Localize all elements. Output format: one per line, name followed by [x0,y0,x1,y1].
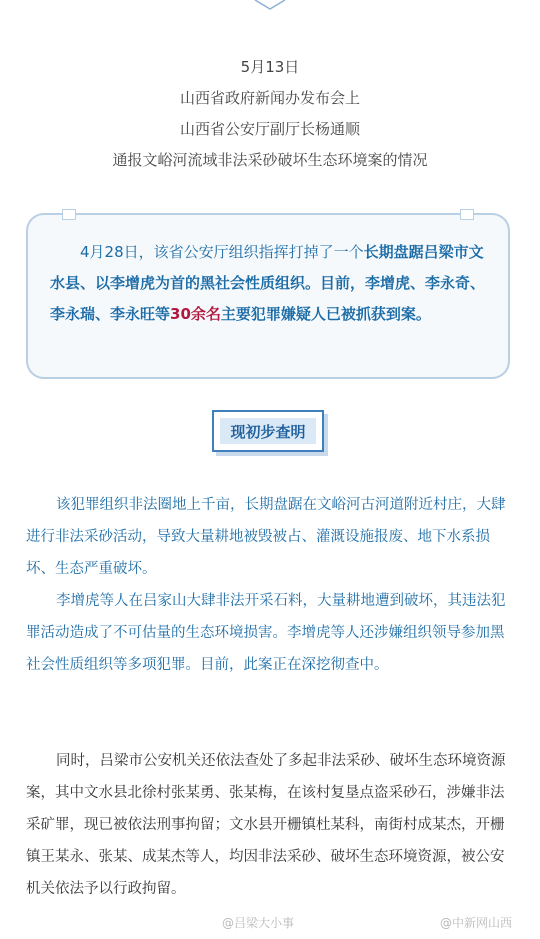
callout-text [50,237,490,330]
watermark-left: @吕梁大小事 [222,916,295,930]
callout-tab-left [62,209,76,220]
header-date: 5月13日 [240,58,300,76]
chevron-down-icon [254,0,286,10]
callout-part-2: 长期盘踞吕梁市文水县、以李增虎为首的黑社会性质组织。目前，李增虎、李永奇、李永瑞、李永旺等 [50,243,486,323]
paragraph-2: 李增虎等人在吕家山大肆非法开采石料，大量耕地遭到破坏，其违法犯罪活动造成了不可估量的生态环境损害。李增虎等人还涉嫌组织领导参加黑社会性质组织等多项犯罪。目前，此案正在深挖彻查中。 [26,593,506,673]
header-line-1: 山西省政府新闻办发布会上 [179,89,360,107]
callout-tab-right [460,209,474,220]
header-block [0,52,540,176]
watermark-right: @中新网山西 [440,916,513,930]
header-line-2: 山西省公安厅副厅长杨通顺 [179,120,360,138]
header-line-3: 通报文峪河流域非法采砂破坏生态环境案的情况 [112,151,428,169]
summary-callout [26,213,510,379]
callout-highlight: 30余名 [170,305,221,323]
section-badge [212,410,324,452]
paragraph-1: 该犯罪组织非法圈地上千亩，长期盘踞在文峪河古河道附近村庄，大肆进行非法采砂活动，导致大量耕地被毁被占、灌溉设施报废、地下水系损坏、生态严重破坏。 [26,497,506,577]
paragraph-3: 同时，吕梁市公安机关还依法查处了多起非法采砂、破坏生态环境资源案，其中文水县北徐村张某勇、张某梅，在该村复垦点盗采砂石，涉嫌非法采矿罪，现已被依法刑事拘留；文水县开栅镇杜某科，南街村成某杰，开栅镇王某永、张某、成某杰等人，均因非法采砂、破坏生态环境资源，被公安机关依法予以行政拘留。 [26,753,506,897]
callout-part-1: 4月28日，该省公安厅组织指挥打掉了一个 [80,243,364,261]
section-label: 现初步查明 [220,418,316,444]
callout-part-3: 主要犯罪嫌疑人已被抓获到案。 [220,305,431,323]
